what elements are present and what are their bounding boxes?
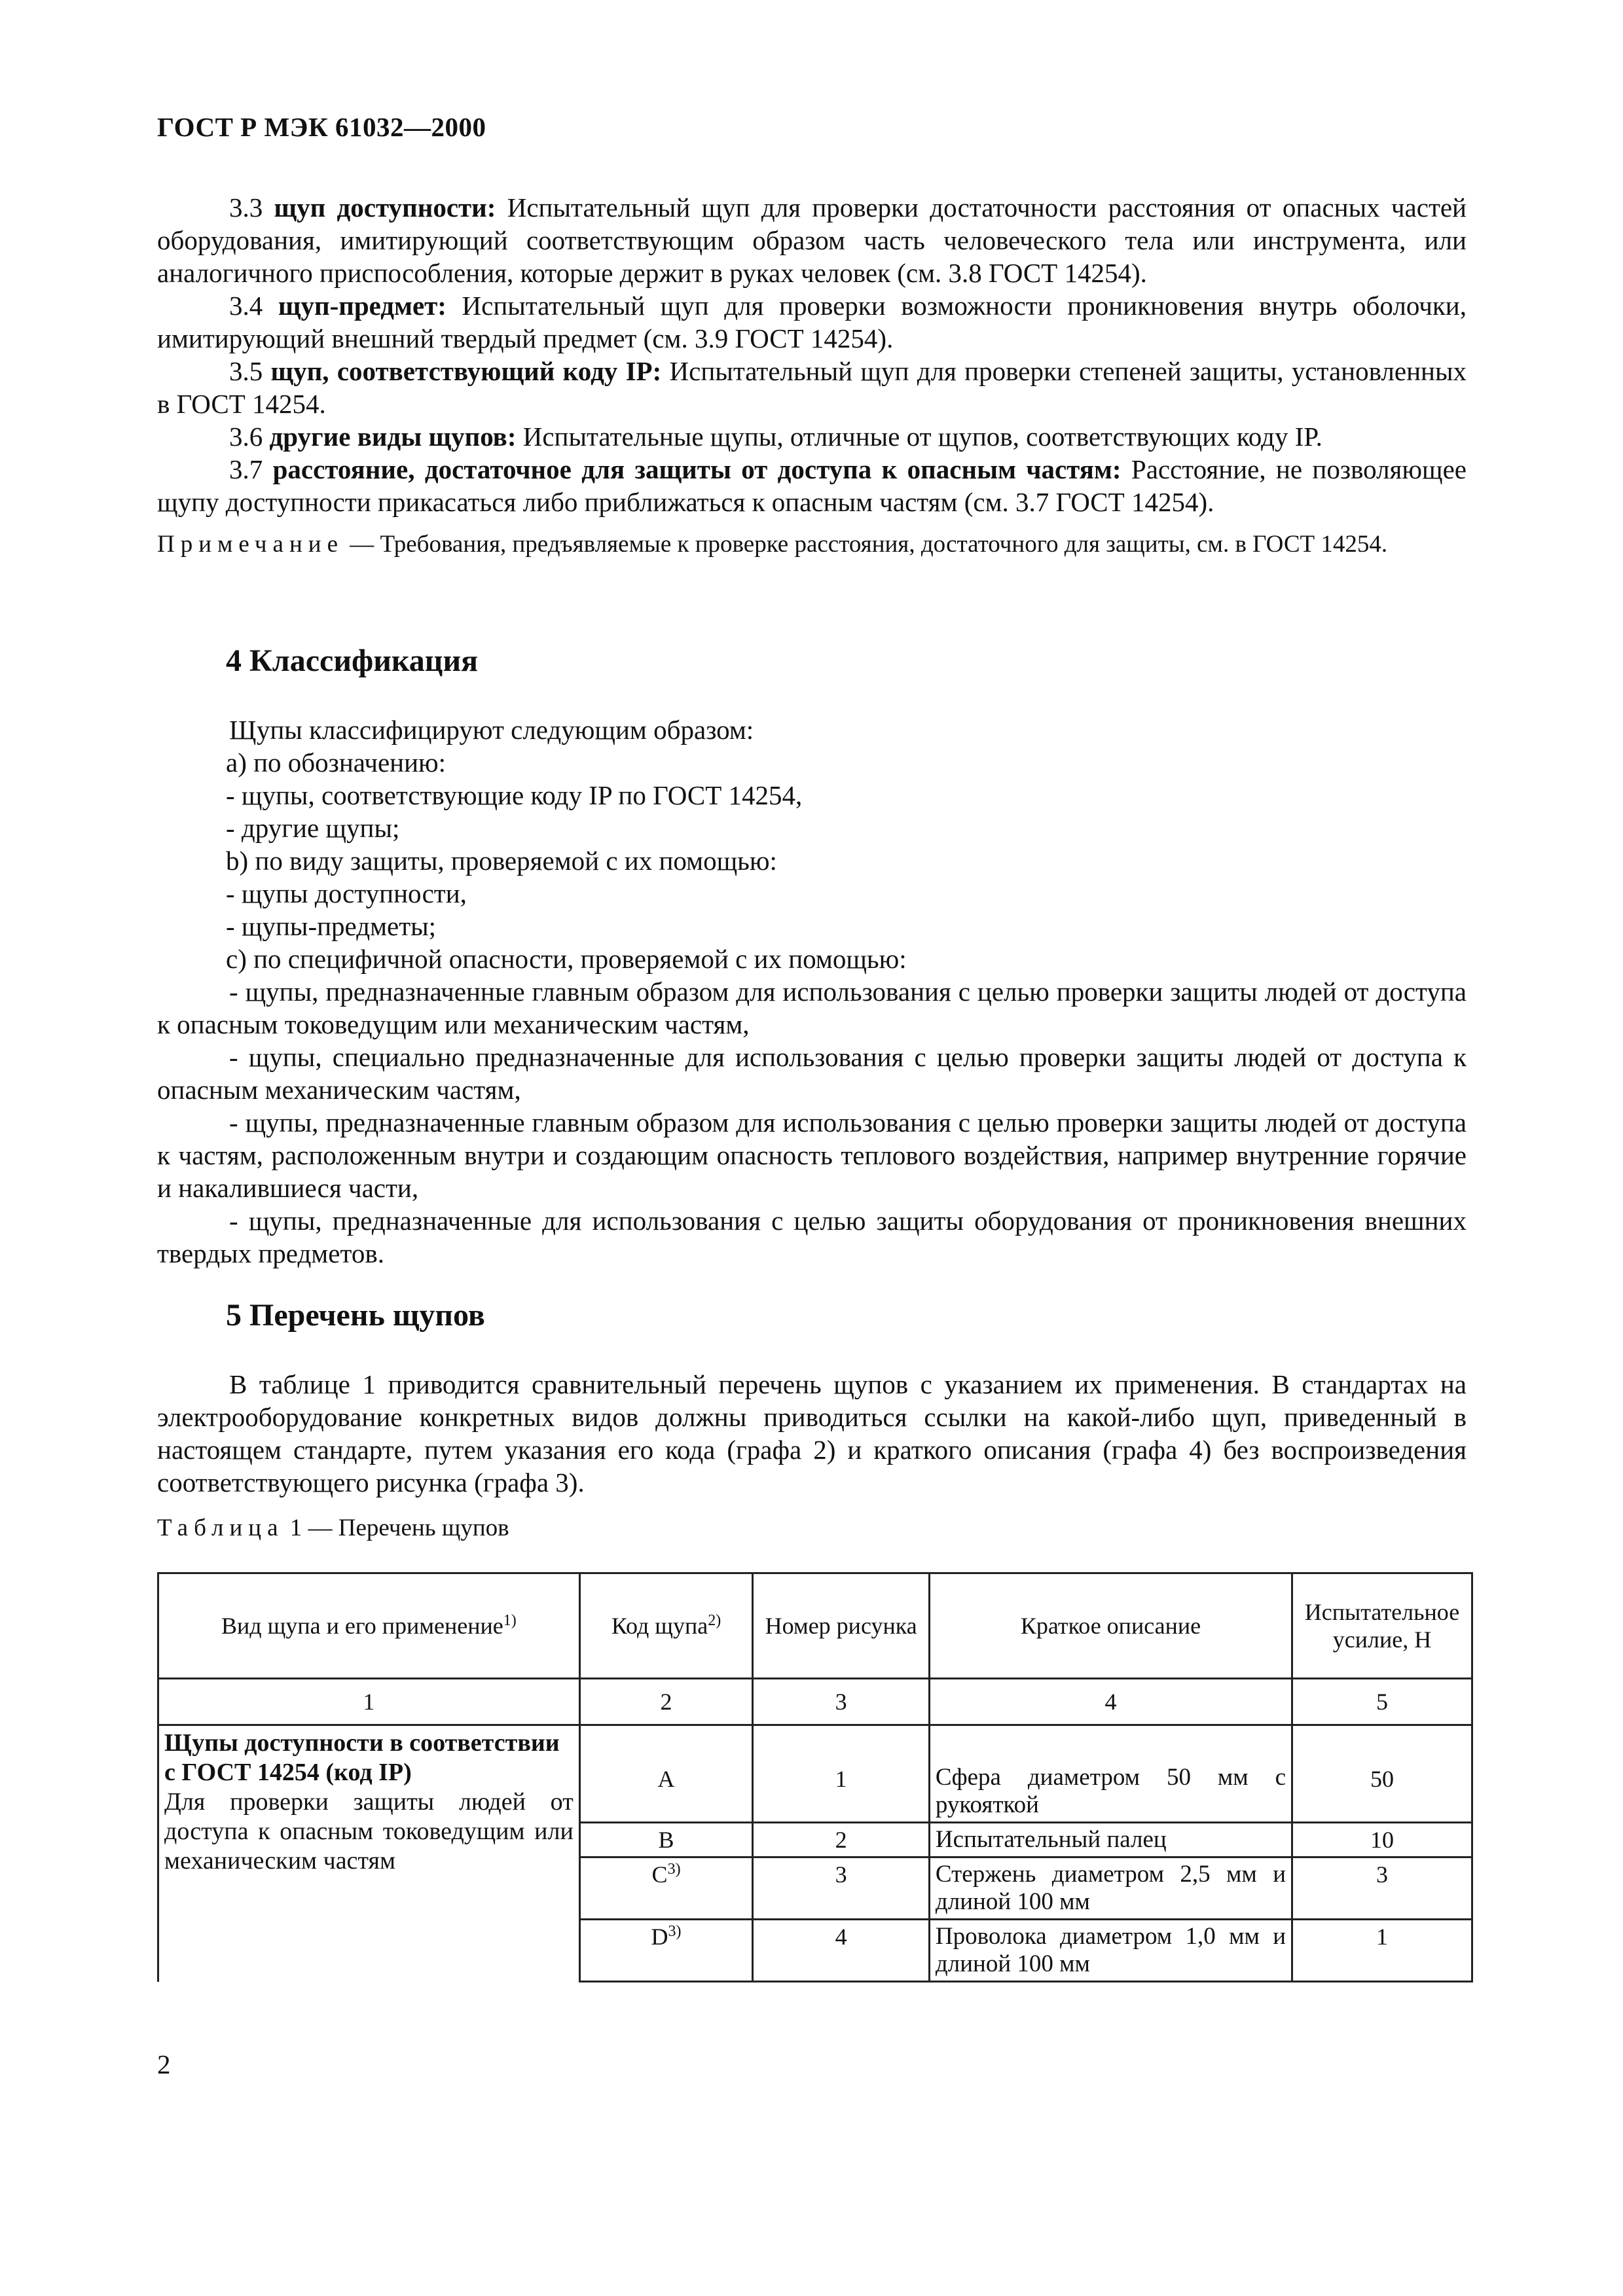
probe-code: A [579,1725,753,1823]
table-row [158,1725,1472,1823]
note [157,529,1467,560]
section-5-heading: 5 Перечень щупов [226,1298,485,1333]
probe-code: $C^{3)}$ [579,1857,753,1920]
section-5-text-block [157,1368,1467,1499]
note-text: — Требования, предъявляемые к проверке расстояния, достаточного для защиты, см. в ГОСТ 14254. [344,531,1388,558]
list-item: - другие щупы; [226,813,400,843]
definition-3-3: 3.3 щуп доступности: Испытательный щуп для проверки достаточности расстояния от опасных частей оборудования, имитирующий соответствующим образом часть человеческого тела или инструмента, или аналогичного приспособления, которые держит в руках человек (см. 3.8 ГОСТ 14254). [157,192,1467,288]
probes-table [157,1572,1473,1982]
figure-number: 3 [753,1857,930,1920]
list-item: - щупы, предназначенные для использования с целью защиты оборудования от проникновения внешних твердых предметов. [157,1206,1467,1268]
column-number: 2 [579,1679,753,1725]
probe-description: Испытательный палец [929,1823,1292,1857]
column-number-row [158,1679,1472,1725]
classification-a: а) по обозначению: [226,747,447,778]
classification-c: с) по специфичной опасности, проверяемой с их помощью: [226,944,907,974]
header-figure-number: Номер рисунка [753,1573,930,1679]
list-item: - щупы-предметы; [226,911,437,941]
probe-code: $D^{3)}$ [579,1920,753,1982]
definition-3-5: 3.5 щуп, соответствующий коду IP: Испытательный щуп для проверки степеней защиты, установленных в ГОСТ 14254. [157,356,1467,419]
classification-intro: Щупы классифицируют следующим образом: [229,715,754,745]
table-header-row [158,1573,1472,1679]
definition-3-4: 3.4 щуп-предмет: Испытательный щуп для проверки возможности проникновения внутрь оболочки, имитирующий внешний твердый предмет (см. 3.9 ГОСТ 14254). [157,291,1467,353]
list-item: - щупы, предназначенные главным образом для использования с целью проверки защиты людей от доступа к опасным токоведущим или механическим частям, [157,977,1467,1039]
table-caption-text: 1 — Перечень щупов [283,1515,509,1541]
page-number: 2 [157,2049,171,2079]
table-caption-label: Таблица [157,1515,284,1541]
table-caption [157,1514,509,1542]
header-probe-code: Код щупа$^{2)}$ [579,1573,753,1679]
header-test-force: Испытательное усилие, Н [1292,1573,1472,1679]
probe-code: B [579,1823,753,1857]
column-number: 3 [753,1679,930,1725]
column-number: 5 [1292,1679,1472,1725]
probe-description: Проволока диаметром 1,0 мм и длиной 100 мм [929,1920,1292,1982]
section-4-heading: 4 Классификация [226,643,479,678]
test-force: 10 [1292,1823,1472,1857]
figure-number: 1 [753,1725,930,1823]
note-label: Примечание [157,531,344,558]
document-header: ГОСТ Р МЭК 61032—2000 [157,112,486,142]
probe-group-title: Щупы доступности в соответствии с ГОСТ 14254 (код IP) [164,1729,560,1786]
list-item: - щупы, специально предназначенные для использования с целью проверки защиты людей от доступа к опасным механическим частям, [157,1042,1467,1105]
list-item: - щупы, соответствующие коду IP по ГОСТ 14254, [226,780,803,810]
probe-group-cell [158,1725,580,1982]
column-number: 4 [929,1679,1292,1725]
header-probe-type: Вид щупа и его применение$^{1)}$ [158,1573,580,1679]
test-force: 1 [1292,1920,1472,1982]
classification-list [157,713,1467,1270]
column-number: 1 [158,1679,580,1725]
figure-number: 4 [753,1920,930,1982]
figure-number: 2 [753,1823,930,1857]
classification-b: b) по виду защиты, проверяемой с их помощью: [226,846,777,876]
list-item: - щупы доступности, [226,878,467,908]
definitions-block [157,191,1467,518]
definition-3-6: 3.6 другие виды щупов: Испытательные щупы, отличные от щупов, соответствующих коду IP. [229,422,1322,452]
test-force: 3 [1292,1857,1472,1920]
definition-3-7: 3.7 расстояние, достаточное для защиты от доступа к опасным частям: Расстояние, не позволяющее щупу доступности прикасаться либо приближаться к опасным частям (см. 3.7 ГОСТ 14254). [157,454,1467,517]
list-item: - щупы, предназначенные главным образом для использования с целью проверки защиты людей от доступа к частям, расположенным внутри и создающим опасность теплового воздействия, например внутренние горячие и накалившиеся части, [157,1107,1467,1203]
probe-group-purpose: Для проверки защиты людей от доступа к опасным токоведущим или механическим частям [164,1788,574,1874]
probe-description: Сфера диаметром 50 мм с рукояткой [929,1725,1292,1823]
test-force: 50 [1292,1725,1472,1823]
probe-description: Стержень диаметром 2,5 мм и длиной 100 мм [929,1857,1292,1920]
header-description: Краткое описание [929,1573,1292,1679]
section-5-paragraph: В таблице 1 приводится сравнительный перечень щупов с указанием их применения. В стандартах на электрооборудование конкретных видов должны приводиться ссылки на какой-либо щуп, приведенный в настоящем стандарте, путем указания его кода (графа 2) и краткого описания (графа 4) без воспроизведения соответствующего рисунка (графа 3). [157,1369,1467,1498]
